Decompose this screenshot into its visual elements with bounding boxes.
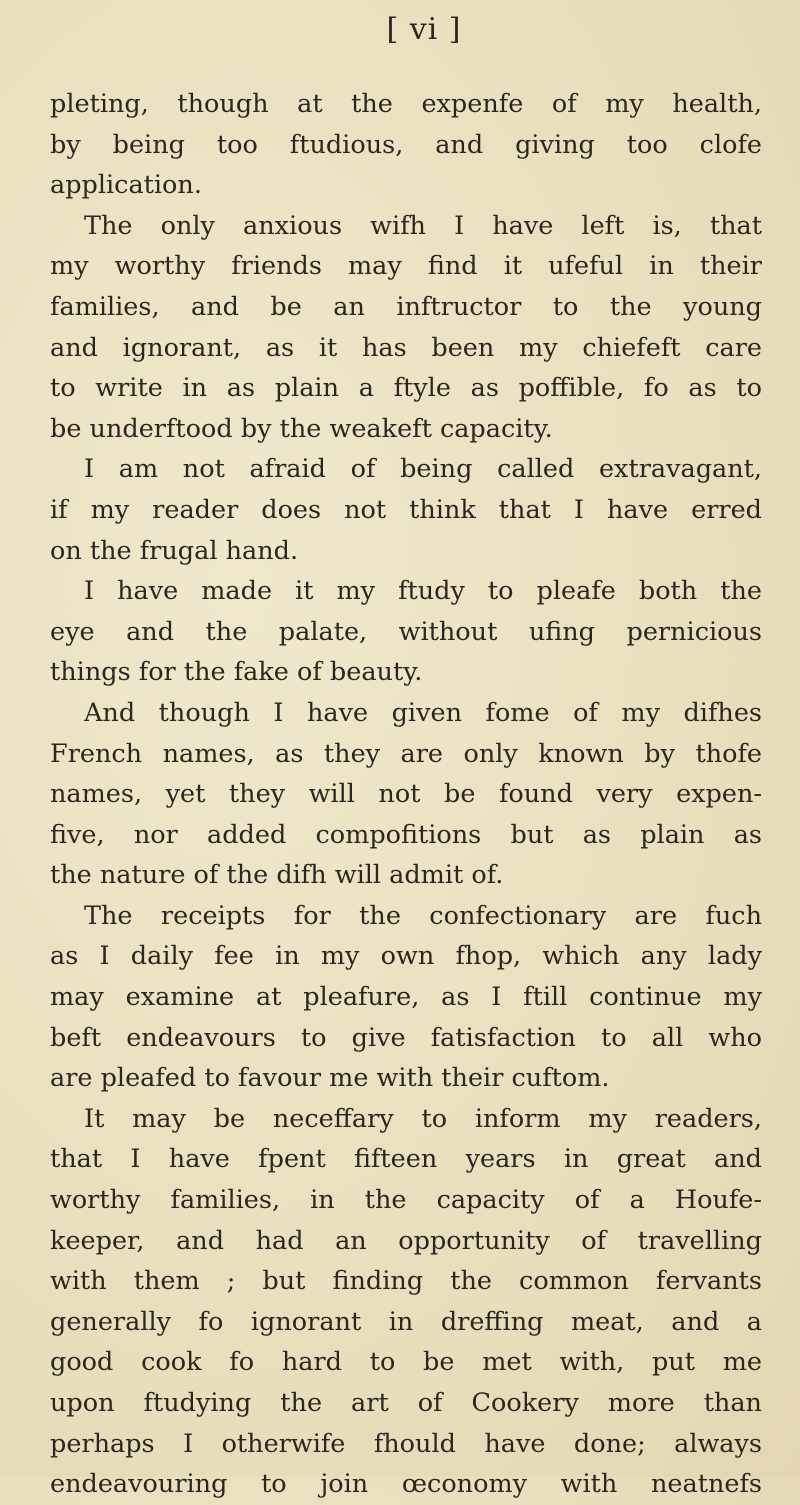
text-line: if my reader does not think that I have erred [50,494,762,525]
text-line: keeper, and had an opportunity of travelling [50,1225,762,1256]
text-line: the nature of the difh will admit of. [50,860,504,891]
text-line: families, and be an inftructor to the young [50,291,762,322]
text-line: may examine at pleafure, as I ftill continue my [50,982,762,1013]
text-line: French names, as they are only known by thofe [50,738,762,769]
text-line: to write in as plain a ftyle as poffible, fo as to [50,373,762,404]
text-line: generally fo ignorant in dreffing meat, and a [50,1306,762,1337]
text-line: upon ftudying the art of Cookery more than [50,1388,762,1418]
text-line: pleting, though at the expenfe of my health, [50,89,762,119]
text-line: worthy families, in the capacity of a Houfe- [50,1185,762,1216]
text-line: The receipts for the confectionary are fuch [84,900,762,931]
text-line: and ignorant, as it has been my chiefeft care [50,332,762,363]
text-line: be underftood by the weakeft capacity. [50,413,553,444]
text-line: application. [50,170,202,201]
text-line: I have made it my ftudy to pleafe both the [84,576,762,607]
text-line: are pleafed to favour me with their cuftom. [50,1063,610,1094]
text-line: names, yet they will not be found very expen- [50,779,762,810]
text-line: that I have fpent fifteen years in great and [50,1144,762,1175]
text-line: good cook fo hard to be met with, put me [50,1347,762,1378]
text-line: with them ; but finding the common fervants [50,1266,762,1297]
text-line: It may be neceffary to inform my readers, [84,1103,762,1134]
text-line: perhaps I otherwife fhould have done; always [50,1428,762,1459]
text-line: as I daily fee in my own fhop, which any lady [50,941,762,972]
text-line: eye and the palate, without ufing pernicious [50,616,762,647]
text-line: beft endeavours to give fatisfaction to all who [50,1022,762,1053]
text-line: on the frugal hand. [50,535,299,566]
text-line: I am not afraid of being called extravagant, [84,454,762,485]
text-line: by being too ftudious, and giving too clofe [50,129,762,160]
text-line: endeavouring to join œconomy with neatnefs [50,1469,762,1500]
text-line: five, nor added compofitions but as plain as [50,819,762,850]
page-number: [ vi ] [386,12,462,47]
text-line: The only anxious wifh I have left is, that [84,210,762,241]
text-line: things for the fake of beauty. [50,657,423,688]
text-line: And though I have given fome of my difhes [84,697,762,728]
text-line: my worthy friends may find it ufeful in their [50,251,762,282]
body-text [50,84,762,1505]
